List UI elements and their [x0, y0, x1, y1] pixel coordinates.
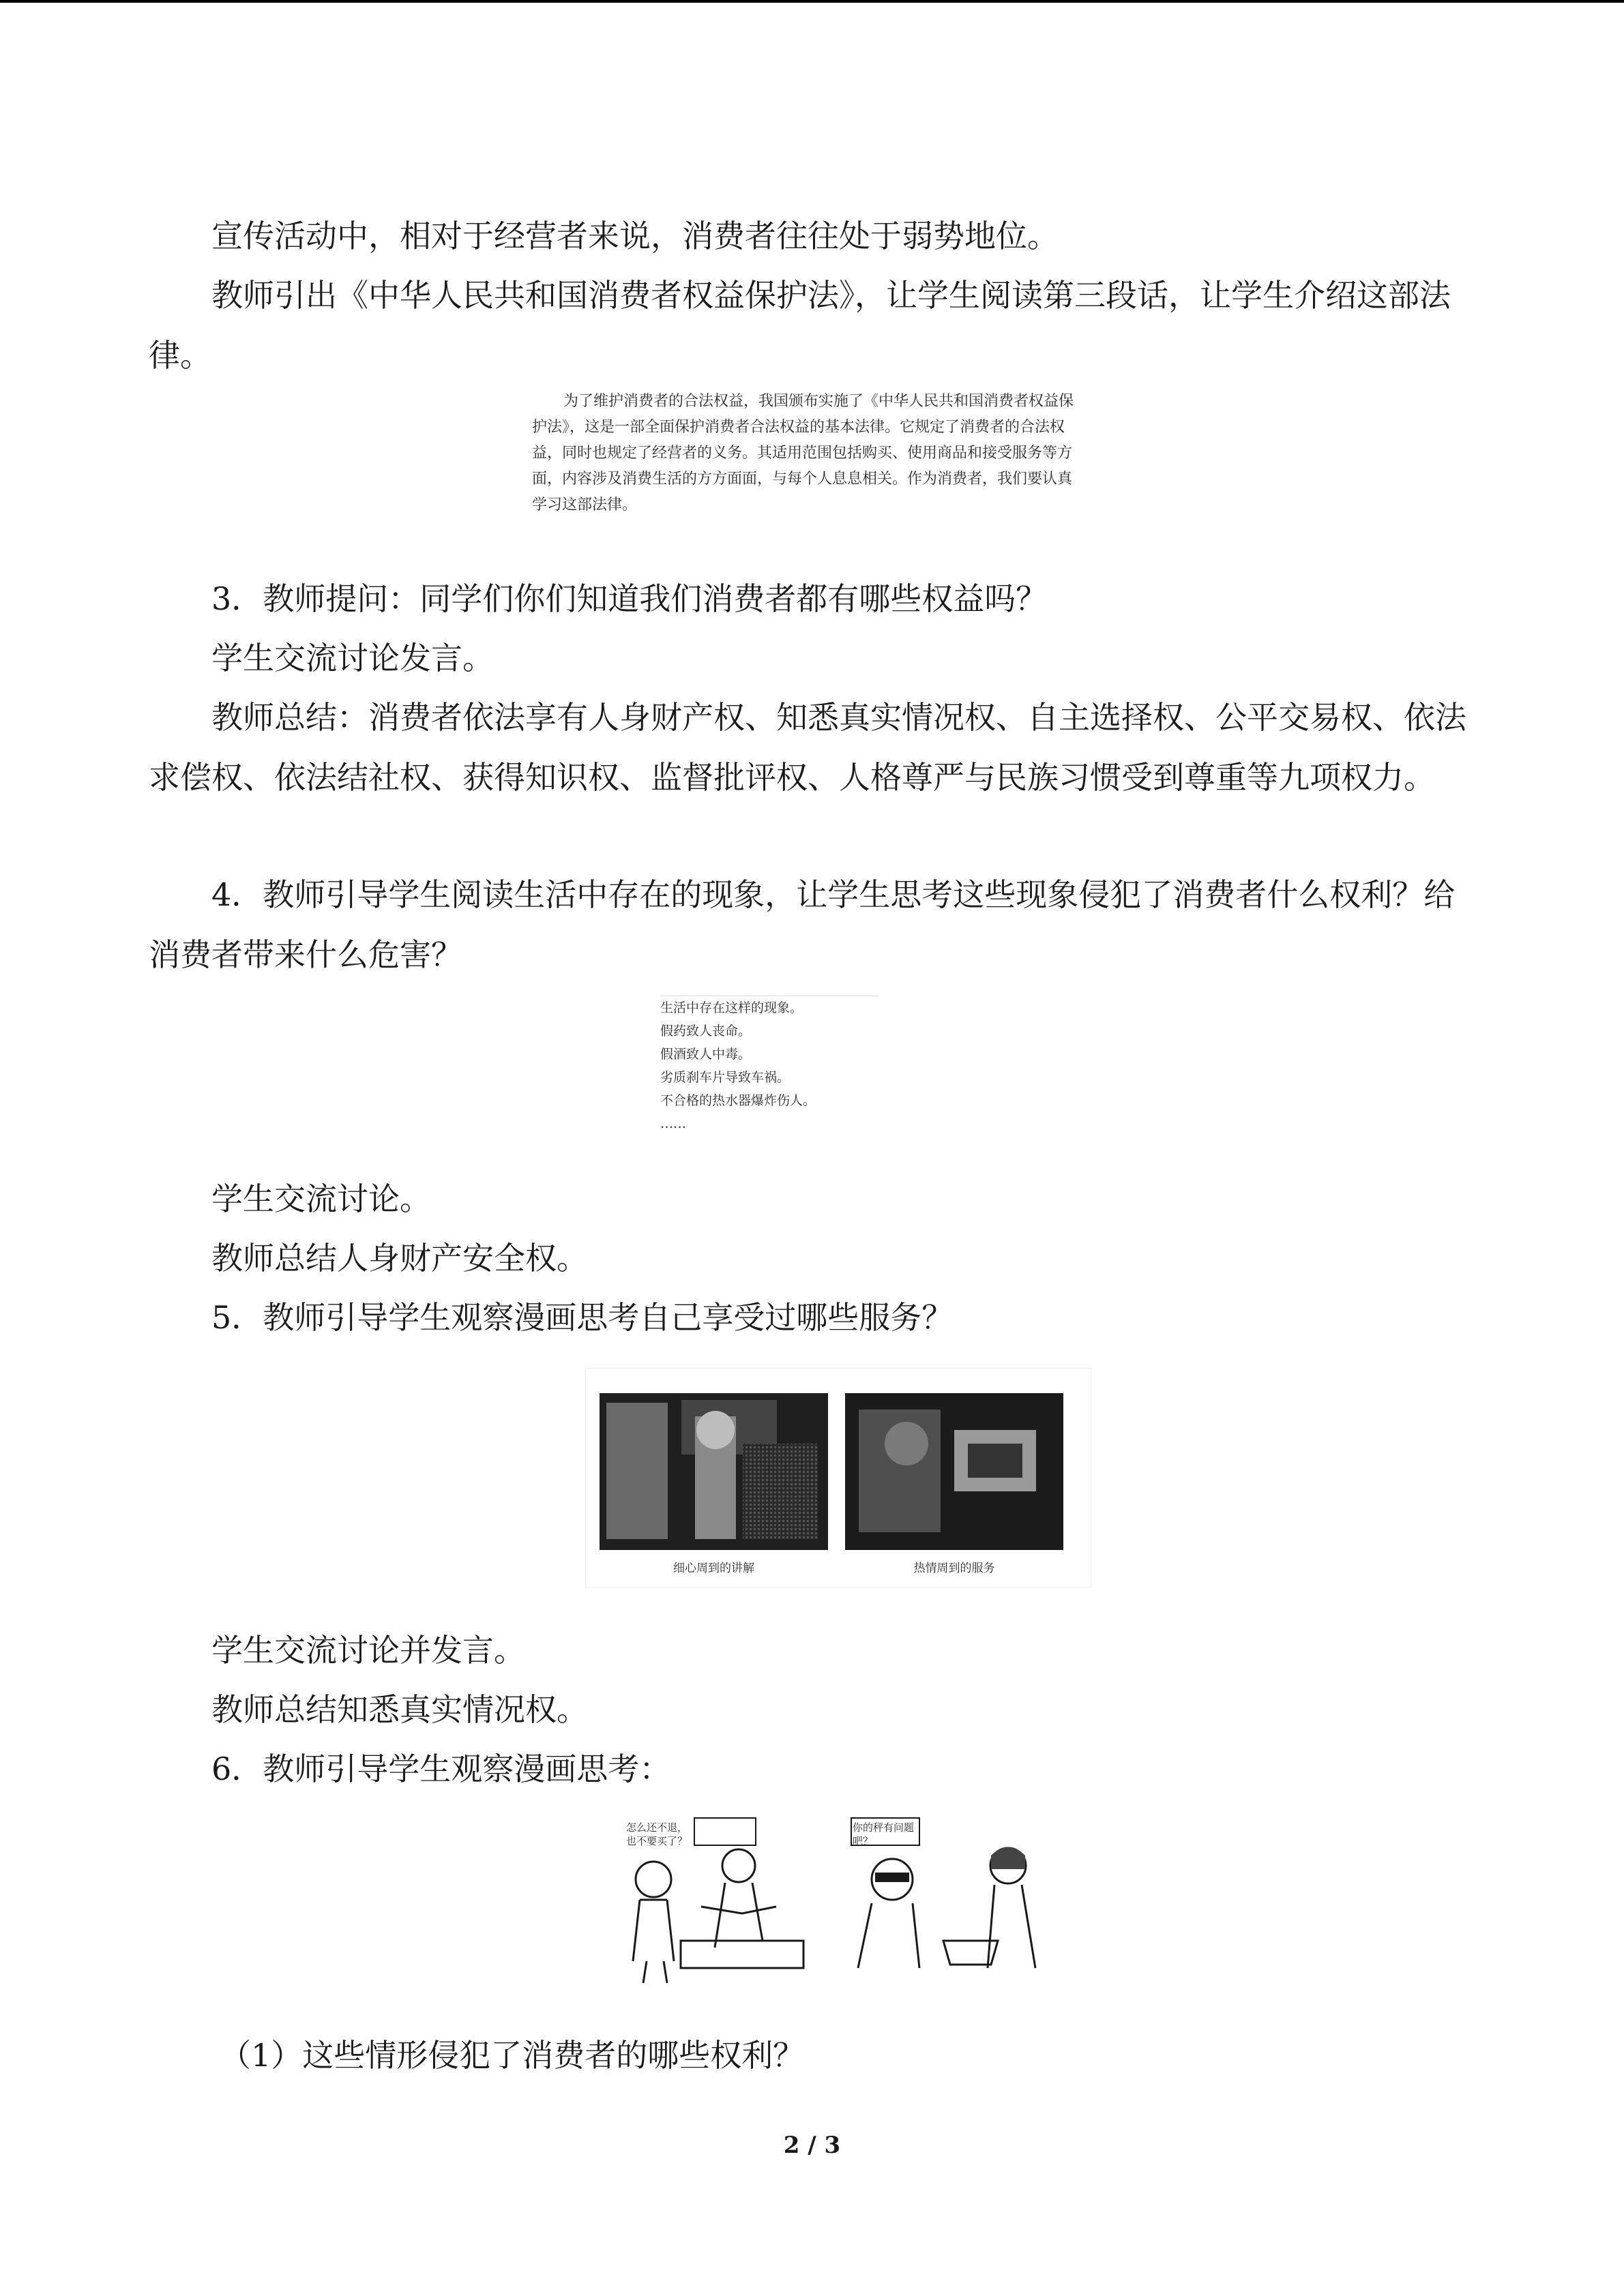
paragraph: 教师总结知悉真实情况权。	[211, 1691, 588, 1728]
paragraph: 5．教师引导学生观察漫画思考自己享受过哪些服务？	[211, 1299, 954, 1336]
paragraph: 学生交流讨论。	[211, 1180, 431, 1217]
phenomena-line: 不合格的热水器爆炸伤人。	[660, 1093, 816, 1108]
phenomena-figure	[660, 996, 879, 1153]
service-photos-figure	[585, 1368, 1091, 1587]
phenomena-line: 劣质刹车片导致车祸。	[660, 1070, 791, 1085]
paragraph: 教师总结人身财产安全权。	[211, 1240, 588, 1277]
speech-bubble: 怎么还不退，也不要买了？	[626, 1821, 688, 1847]
phenomena-line: 假药致人丧命。	[660, 1024, 752, 1039]
cartoons-figure	[599, 1804, 1063, 1988]
excerpt-line: 学习这部法律。	[532, 496, 638, 513]
paragraph: 4．教师引导学生阅读生活中存在的现象，让学生思考这些现象侵犯了消费者什么权利？给消费者带来什么危害？	[149, 876, 1456, 973]
phenomena-line: 假酒致人中毒。	[660, 1047, 752, 1062]
paragraph: 教师总结：消费者依法享有人身财产权、知悉真实情况权、自主选择权、公平交易权、依法求偿权、依法结社权、获得知识权、监督批评权、人格尊严与民族习惯受到尊重等九项权力。	[149, 699, 1466, 796]
phenomena-line: ……	[660, 1116, 686, 1131]
paragraph: （1）这些情形侵犯了消费者的哪些权利？	[220, 2037, 805, 2074]
paragraph: 3．教师提问：同学们你们知道我们消费者都有哪些权益吗？	[211, 580, 1048, 617]
excerpt-line: 益，同时也规定了经营者的义务。其适用范围包括购买、使用商品和接受服务等方	[532, 445, 1073, 462]
paragraph: 6．教师引导学生观察漫画思考：	[211, 1750, 671, 1787]
law-excerpt-figure	[532, 389, 1262, 533]
service-photos-image	[586, 1369, 1091, 1587]
excerpt-line: 面，内容涉及消费生活的方方面面，与每个人息息相关。作为消费者，我们要认真	[532, 471, 1073, 488]
excerpt-line: 为了维护消费者的合法权益，我国颁布实施了《中华人民共和国消费者权益保	[563, 393, 1074, 410]
paragraph: 宣传活动中，相对于经营者来说，消费者往往处于弱势地位。	[211, 218, 1059, 254]
speech-bubble: 你的秤有问题吧？	[853, 1821, 915, 1847]
excerpt-line: 护法》，这是一部全面保护消费者合法权益的基本法律。它规定了消费者的合法权	[532, 419, 1065, 436]
paragraph: 学生交流讨论并发言。	[211, 1632, 525, 1669]
photo-caption: 细心周到的讲解	[673, 1562, 754, 1575]
photo-caption: 热情周到的服务	[913, 1562, 995, 1575]
document-page	[149, 0, 1475, 2296]
paragraph: 教师引出《中华人民共和国消费者权益保护法》，让学生阅读第三段话，让学生介绍这部法律。	[149, 277, 1451, 374]
phenomena-line: 生活中存在这样的现象。	[660, 1000, 803, 1015]
paragraph: 学生交流讨论发言。	[211, 640, 494, 676]
page-number: 2 / 3	[783, 2132, 841, 2159]
